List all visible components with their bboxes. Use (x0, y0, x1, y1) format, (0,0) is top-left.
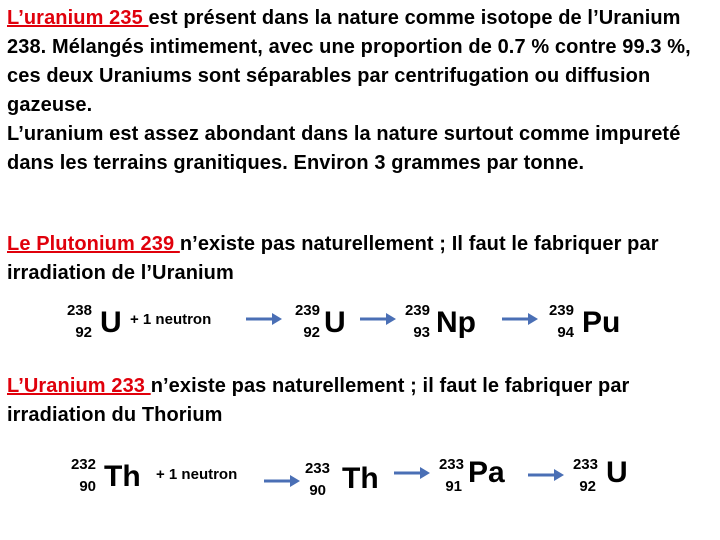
mass-number: 239 (404, 302, 430, 319)
atomic-number: 92 (75, 324, 92, 341)
element-symbol: U (100, 306, 122, 339)
paragraph-uranium-abundance: L’uranium est assez abondant dans la nature surtout comme impureté dans les terrains granitiques. Environ 3 grammes par tonne. (7, 123, 681, 174)
mass-number: 232 (70, 456, 96, 473)
paragraph-uranium-233-text: n’existe pas naturellement ; il faut le fabriquer par irradiation du Thorium (7, 375, 630, 426)
element-symbol: Th (104, 460, 141, 493)
atomic-number: 93 (413, 324, 430, 341)
atomic-number: 90 (79, 478, 96, 495)
plus-neutron: + 1 neutron (130, 311, 212, 328)
atomic-number: 92 (579, 478, 596, 495)
mass-number: 233 (438, 456, 464, 473)
element-symbol: Pu (582, 306, 621, 339)
mass-number: 238 (66, 302, 92, 319)
paragraph-plutonium-239 (7, 230, 717, 288)
atomic-number: 90 (309, 482, 326, 499)
heading-uranium-233: L’Uranium 233 (7, 375, 151, 397)
heading-uranium-235: L’uranium 235 (7, 7, 149, 29)
mass-number: 239 (294, 302, 320, 319)
heading-plutonium-239: Le Plutonium 239 (7, 233, 180, 255)
right-arrow-icon (526, 468, 566, 482)
right-arrow-icon (244, 312, 284, 326)
element-symbol: Th (342, 462, 379, 495)
plus-neutron: + 1 neutron (156, 466, 238, 483)
paragraph-uranium-233 (7, 372, 717, 430)
element-symbol: Pa (468, 456, 505, 489)
mass-number: 239 (548, 302, 574, 319)
atomic-number: 92 (303, 324, 320, 341)
paragraph-plutonium-239-text: n’existe pas naturellement ; Il faut le fabriquer par irradiation de l’Uranium (7, 233, 659, 284)
paragraph-uranium-235-text: est présent dans la nature comme isotope de l’Uranium 238. Mélangés intimement, avec une proportion de 0.7 % contre 99.3 %, ces deux Uraniums sont séparables par centrifugation ou diffusion gazeuse. (7, 7, 691, 116)
atomic-number: 94 (557, 324, 574, 341)
right-arrow-icon (500, 312, 540, 326)
element-symbol: U (324, 306, 346, 339)
right-arrow-icon (358, 312, 398, 326)
mass-number: 233 (572, 456, 598, 473)
element-symbol: U (606, 456, 628, 489)
atomic-number: 91 (445, 478, 462, 495)
paragraph-uranium-235 (7, 4, 717, 120)
mass-number: 233 (304, 460, 330, 477)
element-symbol: Np (436, 306, 476, 339)
right-arrow-icon (392, 466, 432, 480)
